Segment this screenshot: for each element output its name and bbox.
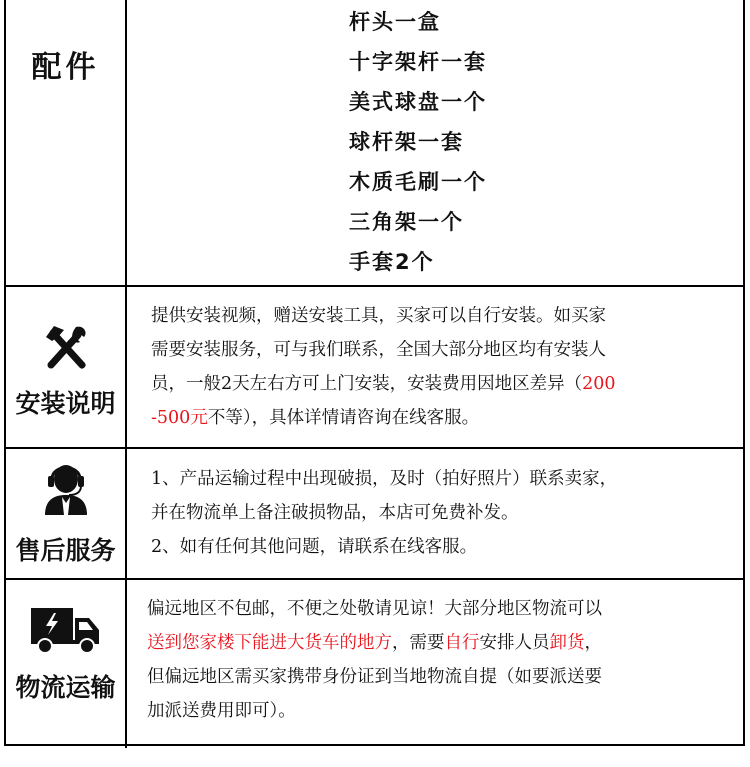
text-segment: 不等），具体详情请咨询在线客服。 bbox=[207, 408, 480, 428]
text-segment: 提供安装视频，赠送安装工具，买家可以自行安装。如买家 bbox=[151, 306, 606, 326]
logistics-line bbox=[147, 626, 735, 660]
accessories-content-cell bbox=[127, 0, 743, 285]
text-segment: 并在物流单上备注破损物品，本店可免费补发。 bbox=[151, 503, 519, 523]
install-text bbox=[151, 299, 735, 435]
text-segment: 但偏远地区需买家携带身份证到当地物流自提（如要派送要 bbox=[147, 667, 602, 687]
aftersale-text bbox=[151, 462, 735, 564]
install-label: 安装说明 bbox=[15, 389, 116, 418]
aftersale-content-cell bbox=[127, 449, 743, 578]
highlight-text: 自行 bbox=[444, 633, 480, 653]
logistics-label: 物流运输 bbox=[15, 673, 116, 702]
accessories-list bbox=[349, 2, 487, 282]
text-segment: 需要安装服务，可与我们联系，全国大部分地区均有安装人 bbox=[151, 340, 606, 360]
aftersale-label-cell bbox=[6, 449, 127, 578]
install-line bbox=[151, 299, 735, 333]
text-segment: 2、如有任何其他问题，请联系在线客服。 bbox=[151, 537, 478, 557]
accessories-row bbox=[6, 0, 743, 287]
install-content-cell bbox=[127, 287, 743, 447]
logistics-row bbox=[6, 580, 743, 748]
text-segment: 员，一般2天左右方可上门安装，安装费用因地区差异（ bbox=[151, 374, 583, 394]
install-label-cell bbox=[6, 287, 127, 447]
text-segment: 1、产品运输过程中出现破损，及时（拍好照片）联系卖家， bbox=[151, 469, 618, 489]
text-segment: ，需要 bbox=[392, 633, 445, 653]
highlight-text: -500元 bbox=[151, 408, 208, 428]
accessories-label: 配件 bbox=[31, 50, 100, 85]
accessory-item: 三角架一个 bbox=[349, 210, 464, 234]
text-segment: 安排人员 bbox=[479, 633, 550, 653]
text-segment: 偏远地区不包邮，不便之处敬请见谅！大部分地区物流可以 bbox=[147, 599, 602, 619]
customer-service-icon bbox=[41, 459, 91, 515]
accessory-item: 球杆架一套 bbox=[349, 130, 464, 154]
aftersale-line bbox=[151, 496, 735, 530]
highlight-text: 送到您家楼下能进大货车的地方 bbox=[147, 633, 392, 653]
logistics-line bbox=[147, 592, 735, 626]
text-segment: ， bbox=[584, 633, 602, 653]
logistics-text bbox=[147, 592, 735, 728]
logistics-content-cell bbox=[127, 580, 743, 748]
accessory-item: 木质毛刷一个 bbox=[349, 170, 487, 194]
spec-table bbox=[4, 0, 745, 746]
accessory-item: 手套2个 bbox=[349, 250, 435, 274]
accessories-label-cell bbox=[6, 0, 127, 285]
accessory-item: 美式球盘一个 bbox=[349, 90, 487, 114]
highlight-text: 卸货 bbox=[549, 633, 585, 653]
delivery-truck-icon bbox=[29, 604, 103, 654]
tools-icon bbox=[42, 323, 90, 373]
highlight-text: 200 bbox=[582, 374, 616, 394]
text-segment: 加派送费用即可）。 bbox=[147, 701, 296, 721]
aftersale-row bbox=[6, 449, 743, 580]
accessory-item: 十字架杆一套 bbox=[349, 50, 487, 74]
install-line bbox=[151, 367, 735, 401]
aftersale-label: 售后服务 bbox=[15, 536, 116, 565]
install-line bbox=[151, 333, 735, 367]
aftersale-line bbox=[151, 462, 735, 496]
logistics-line bbox=[147, 660, 735, 694]
install-line bbox=[151, 401, 735, 435]
logistics-line bbox=[147, 694, 735, 728]
aftersale-line bbox=[151, 530, 735, 564]
logistics-label-cell bbox=[6, 580, 127, 748]
accessory-item: 杆头一盒 bbox=[349, 10, 441, 34]
install-row bbox=[6, 287, 743, 449]
